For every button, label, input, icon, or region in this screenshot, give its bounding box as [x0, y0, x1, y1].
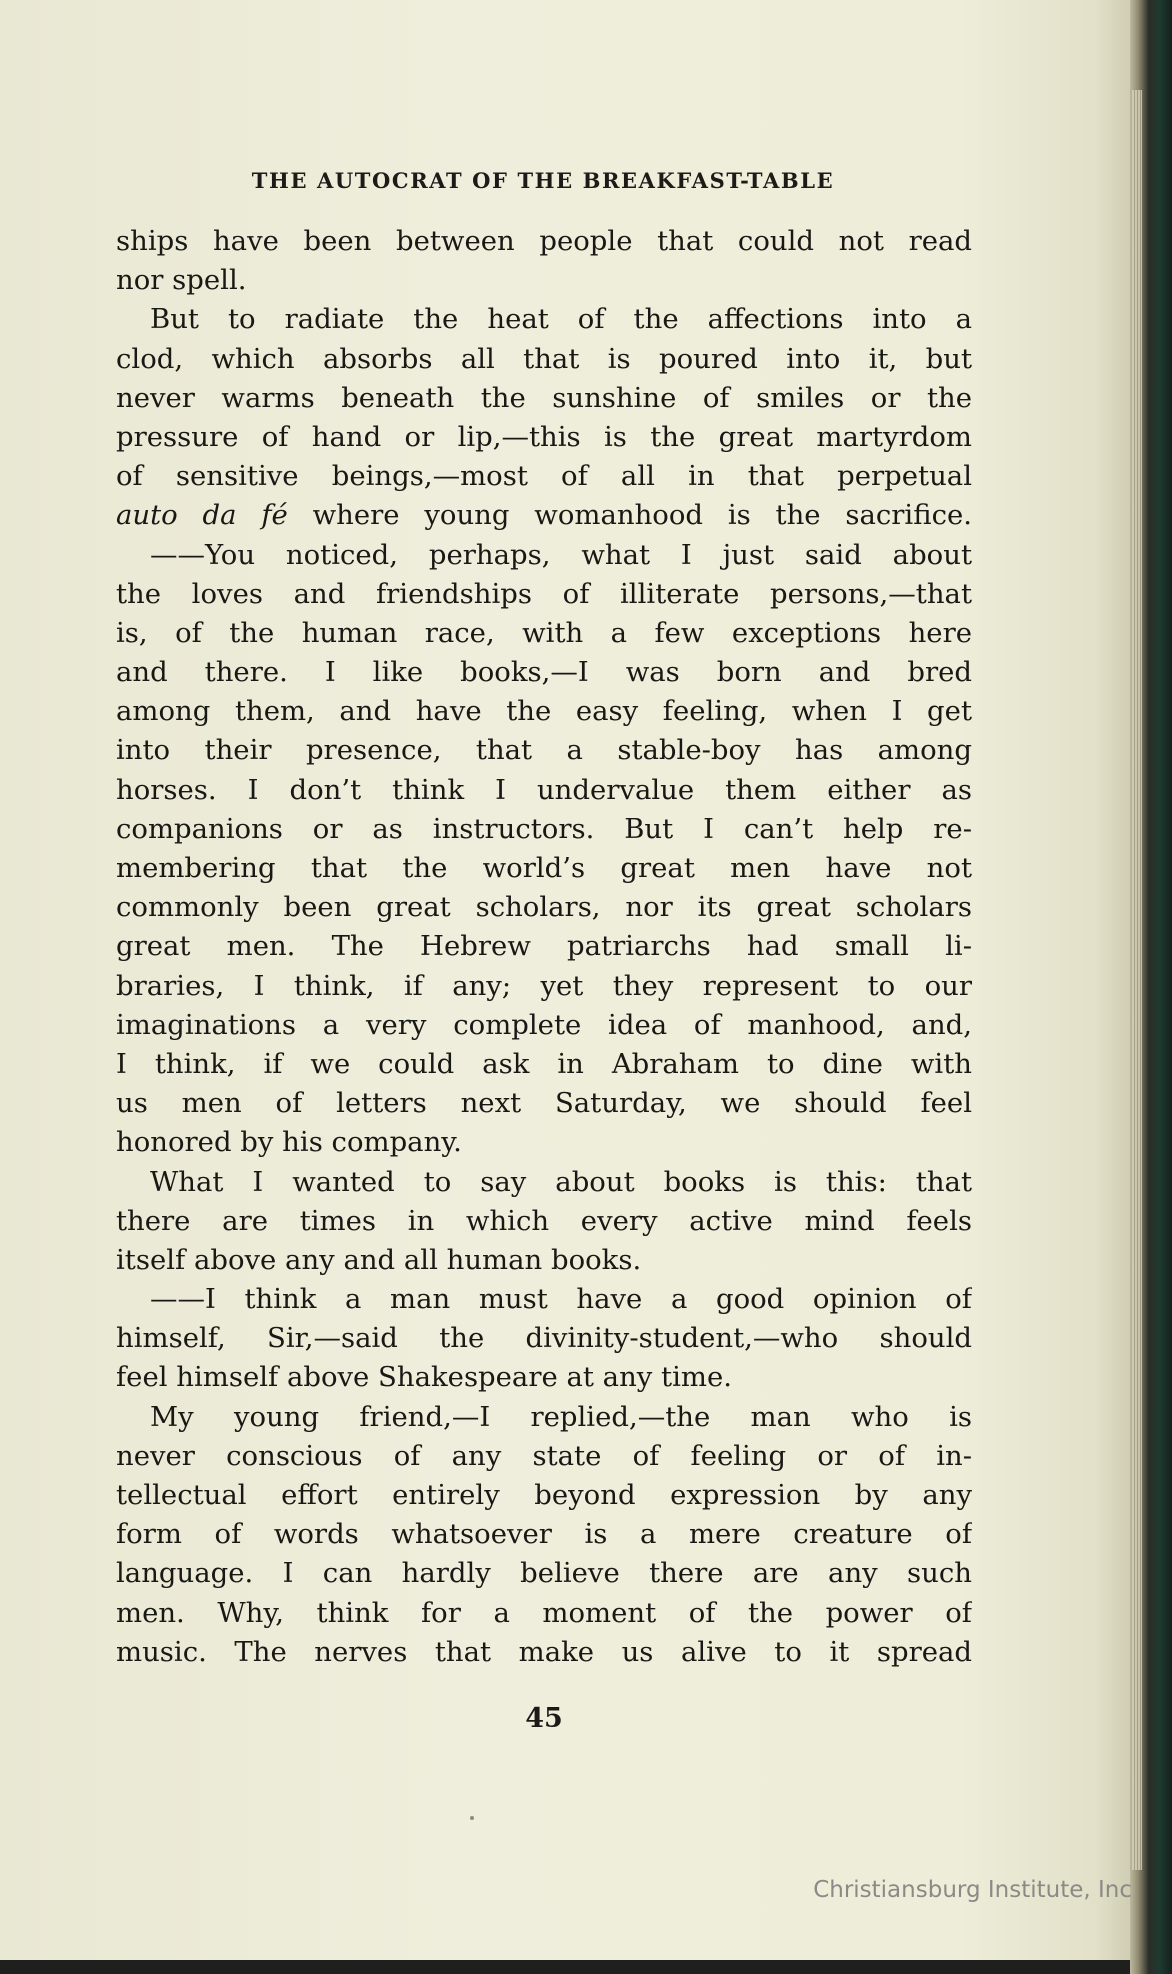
text-line: ——You noticed, perhaps, what I just said about: [150, 538, 972, 571]
text-line: the loves and friendships of illiterate persons,—that: [116, 577, 972, 610]
text-line: My young friend,—I replied,—the man who is: [150, 1400, 972, 1433]
text-line: tellectual effort entirely beyond expression by any: [116, 1479, 972, 1511]
text-line: braries, I think, if any; yet they represent to our: [116, 969, 972, 1002]
text-line: honored by his company.: [116, 1126, 462, 1159]
text-line: never conscious of any state of feeling or of in-: [116, 1439, 972, 1472]
page-number: 45: [525, 1703, 563, 1734]
running-head: THE AUTOCRAT OF THE BREAKFAST-TABLE: [251, 168, 835, 193]
text-line-with-italic: [116, 496, 972, 535]
text-line: I think, if we could ask in Abraham to dine with: [116, 1047, 972, 1080]
text-line: clod, which absorbs all that is poured into it, but: [116, 342, 972, 375]
text-line: imaginations a very complete idea of manhood, and,: [116, 1008, 972, 1041]
text-line: companions or as instructors. But I can’t help re-: [116, 812, 972, 845]
text-line: us men of letters next Saturday, we should feel: [116, 1087, 972, 1120]
text-line: among them, and have the easy feeling, when I get: [116, 695, 972, 728]
text-line: into their presence, that a stable-boy has among: [116, 734, 972, 767]
text-line: never warms beneath the sunshine of smiles or the: [116, 381, 972, 414]
text-line: of sensitive beings,—most of all in that perpetual: [116, 460, 972, 493]
text-line: music. The nerves that make us alive to it spread: [116, 1635, 972, 1668]
text-line: feel himself above Shakespeare at any time.: [116, 1361, 732, 1394]
text-line: men. Why, think for a moment of the power of: [116, 1596, 972, 1629]
text-line: membering that the world’s great men have not: [116, 852, 972, 884]
text-line: horses. I don’t think I undervalue them either as: [116, 773, 972, 806]
text-line: ships have been between people that could not read: [116, 225, 972, 257]
text-line: nor spell.: [116, 264, 247, 297]
text-line: there are times in which every active mind feels: [116, 1204, 972, 1237]
text-line: commonly been great scholars, nor its great scholars: [116, 891, 972, 924]
text-line: great men. The Hebrew patriarchs had small li-: [116, 930, 972, 963]
text-line: language. I can hardly believe there are any such: [116, 1557, 972, 1590]
text-line: But to radiate the heat of the affections into a: [150, 303, 972, 336]
text-line: himself, Sir,—said the divinity-student,—who should: [116, 1322, 972, 1355]
text-line: ——I think a man must have a good opinion of: [150, 1283, 972, 1316]
text-line: pressure of hand or lip,—this is the great martyrdom: [116, 420, 972, 453]
book-spine-edge: [1130, 0, 1172, 1974]
text-line: and there. I like books,—I was born and bred: [116, 656, 972, 689]
italic-phrase: auto da fé: [116, 499, 288, 532]
paper-speck: [470, 1816, 474, 1820]
watermark: Christiansburg Institute, Inc: [813, 1877, 1132, 1903]
text-line: form of words whatsoever is a mere creature of: [116, 1518, 972, 1551]
text-line-remainder: where young womanhood is the sacrifice.: [312, 499, 972, 532]
page-edges: [1132, 90, 1142, 1870]
text-line: is, of the human race, with a few exceptions here: [116, 616, 972, 649]
page-body-text: [116, 222, 972, 1672]
text-line: What I wanted to say about books is this: that: [150, 1165, 972, 1198]
text-line: itself above any and all human books.: [116, 1243, 642, 1276]
